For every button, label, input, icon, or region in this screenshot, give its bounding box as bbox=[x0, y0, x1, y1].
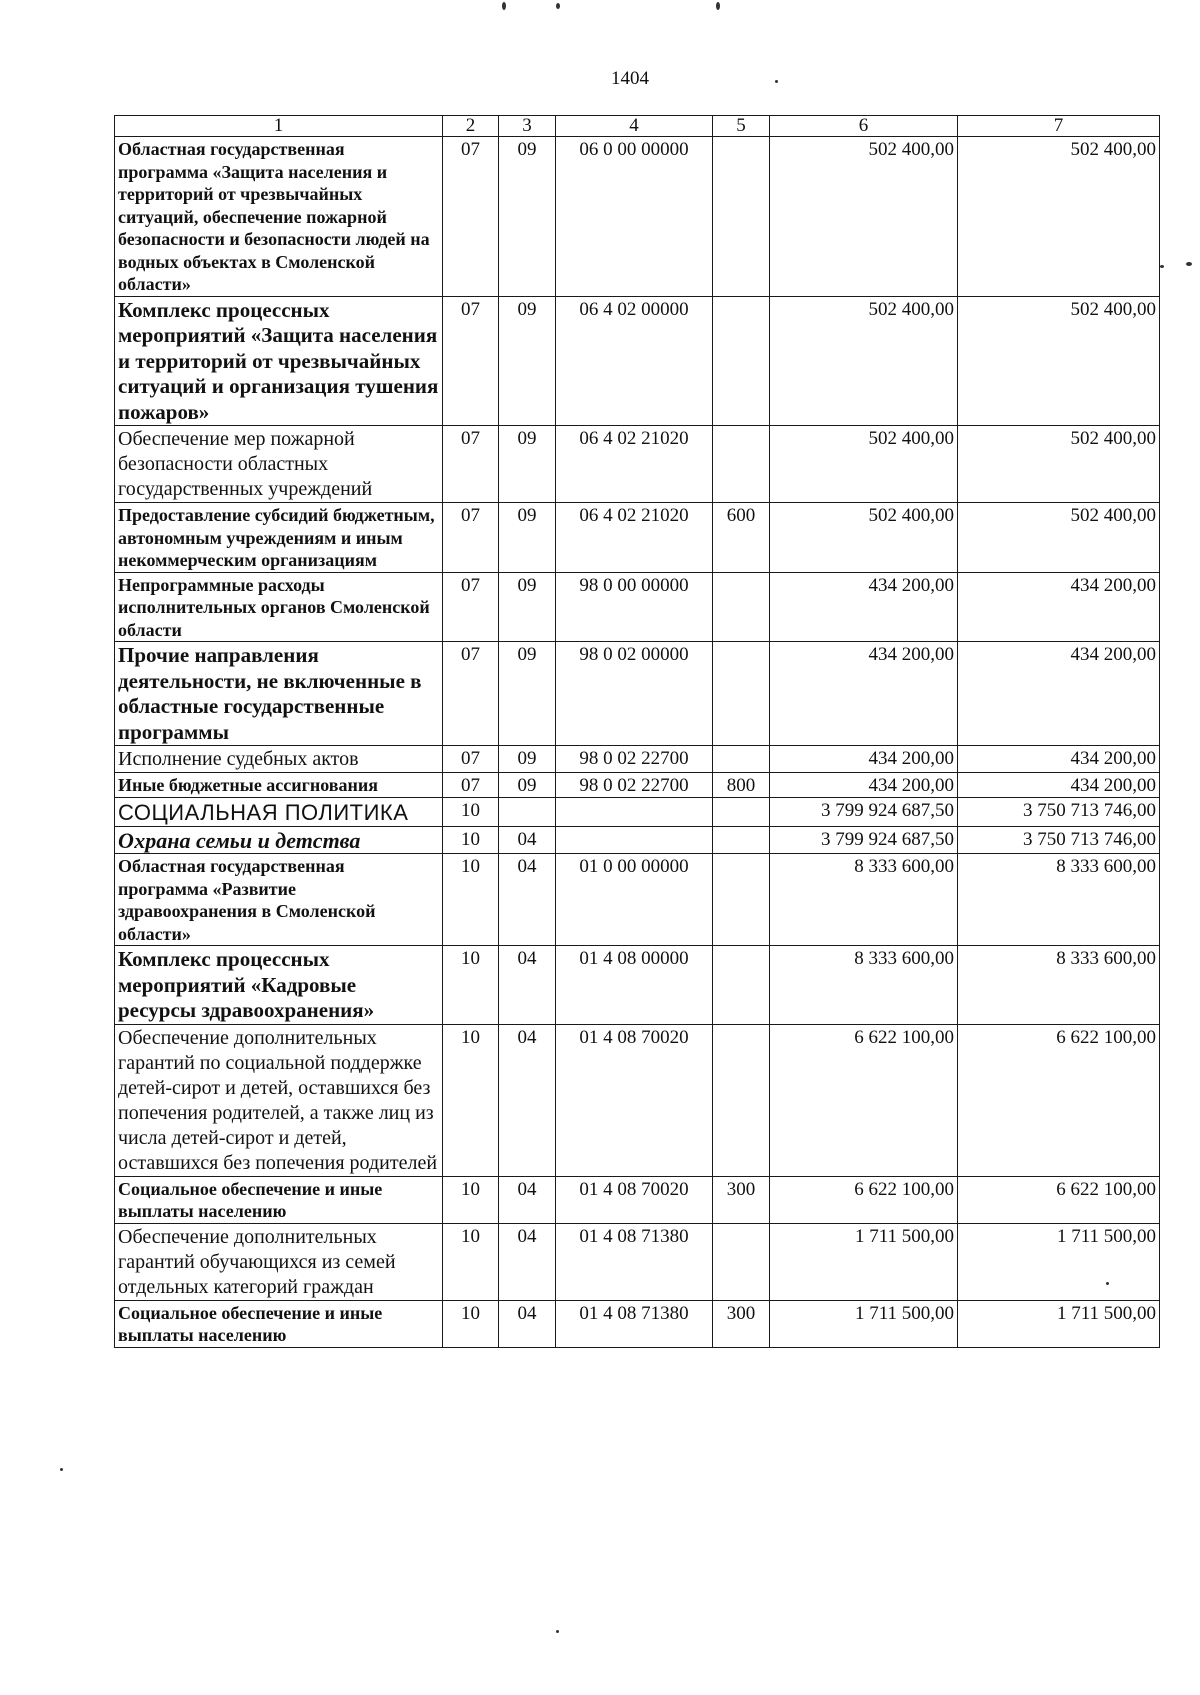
row-name-cell: Обеспечение дополнительных гарантий по социальной поддержке детей-сирот и детей, оставшихся без попечения родителей, а также лиц из числа детей-сирот и детей, оставшихся без попечения родителей bbox=[115, 1024, 443, 1176]
row-section-cell: 07 bbox=[443, 642, 499, 746]
row-amount2-cell: 434 200,00 bbox=[958, 773, 1160, 798]
row-target-cell: 98 0 02 00000 bbox=[556, 642, 713, 746]
row-amount1-cell: 502 400,00 bbox=[770, 503, 958, 573]
row-name-cell: Обеспечение мер пожарной безопасности областных государственных учреждений bbox=[115, 426, 443, 503]
row-section-cell: 07 bbox=[443, 773, 499, 798]
row-target-cell: 06 4 02 00000 bbox=[556, 296, 713, 426]
table-row bbox=[115, 503, 1160, 573]
table-row bbox=[115, 746, 1160, 773]
row-name-cell: Областная государственная программа «Развитие здравоохранения в Смоленской области» bbox=[115, 854, 443, 946]
row-name-cell: Комплекс процессных мероприятий «Кадровые ресурсы здравоохранения» bbox=[115, 946, 443, 1025]
row-amount2-cell: 1 711 500,00 bbox=[958, 1223, 1160, 1300]
row-amount2-cell: 8 333 600,00 bbox=[958, 854, 1160, 946]
row-target-cell: 01 0 00 00000 bbox=[556, 854, 713, 946]
row-subsection-cell: 09 bbox=[499, 137, 556, 297]
row-subsection-cell: 09 bbox=[499, 572, 556, 642]
row-name-cell: Прочие направления деятельности, не включенные в областные государственные программы bbox=[115, 642, 443, 746]
row-subsection-cell: 09 bbox=[499, 773, 556, 798]
row-amount1-cell: 1 711 500,00 bbox=[770, 1300, 958, 1347]
row-expense-cell bbox=[713, 296, 770, 426]
header-cell-section: 2 bbox=[443, 116, 499, 137]
row-expense-cell bbox=[713, 572, 770, 642]
row-amount2-cell: 502 400,00 bbox=[958, 296, 1160, 426]
row-amount1-cell: 434 200,00 bbox=[770, 773, 958, 798]
header-cell-amount2: 7 bbox=[958, 116, 1160, 137]
row-subsection-cell: 04 bbox=[499, 946, 556, 1025]
table-row bbox=[115, 854, 1160, 946]
table-row bbox=[115, 1300, 1160, 1347]
row-amount1-cell: 3 799 924 687,50 bbox=[770, 827, 958, 854]
row-target-cell bbox=[556, 798, 713, 827]
row-target-cell: 06 4 02 21020 bbox=[556, 426, 713, 503]
row-name-cell: Обеспечение дополнительных гарантий обучающихся из семей отдельных категорий граждан bbox=[115, 1223, 443, 1300]
scan-speck bbox=[556, 3, 560, 9]
row-expense-cell bbox=[713, 1024, 770, 1176]
row-section-cell: 07 bbox=[443, 503, 499, 573]
row-amount2-cell: 502 400,00 bbox=[958, 426, 1160, 503]
scan-speck bbox=[556, 1630, 559, 1633]
row-target-cell: 01 4 08 71380 bbox=[556, 1300, 713, 1347]
table-row bbox=[115, 296, 1160, 426]
row-expense-cell: 300 bbox=[713, 1300, 770, 1347]
row-section-cell: 07 bbox=[443, 296, 499, 426]
row-subsection-cell: 09 bbox=[499, 426, 556, 503]
row-section-cell: 10 bbox=[443, 854, 499, 946]
row-subsection-cell: 04 bbox=[499, 1223, 556, 1300]
row-expense-cell bbox=[713, 426, 770, 503]
row-subsection-cell: 09 bbox=[499, 642, 556, 746]
table-row bbox=[115, 1176, 1160, 1223]
row-section-cell: 07 bbox=[443, 137, 499, 297]
row-name-cell: Иные бюджетные ассигнования bbox=[115, 773, 443, 798]
table-header-row bbox=[115, 116, 1160, 137]
row-amount2-cell: 8 333 600,00 bbox=[958, 946, 1160, 1025]
row-subsection-cell: 09 bbox=[499, 503, 556, 573]
row-subsection-cell: 09 bbox=[499, 746, 556, 773]
table-row bbox=[115, 1024, 1160, 1176]
row-target-cell bbox=[556, 827, 713, 854]
row-amount2-cell: 1 711 500,00 bbox=[958, 1300, 1160, 1347]
page-number: 1404 bbox=[611, 68, 649, 89]
table-row bbox=[115, 946, 1160, 1025]
row-subsection-cell: 04 bbox=[499, 854, 556, 946]
row-subsection-cell: 04 bbox=[499, 1024, 556, 1176]
row-expense-cell bbox=[713, 746, 770, 773]
row-amount2-cell: 434 200,00 bbox=[958, 746, 1160, 773]
row-amount2-cell: 434 200,00 bbox=[958, 642, 1160, 746]
row-expense-cell: 300 bbox=[713, 1176, 770, 1223]
row-target-cell: 98 0 00 00000 bbox=[556, 572, 713, 642]
scan-speck bbox=[1160, 265, 1164, 268]
row-section-cell: 10 bbox=[443, 798, 499, 827]
table-row bbox=[115, 426, 1160, 503]
row-amount2-cell: 6 622 100,00 bbox=[958, 1024, 1160, 1176]
scan-speck bbox=[60, 1468, 63, 1471]
row-amount2-cell: 6 622 100,00 bbox=[958, 1176, 1160, 1223]
scan-speck bbox=[1106, 1282, 1109, 1285]
row-expense-cell bbox=[713, 946, 770, 1025]
row-amount1-cell: 434 200,00 bbox=[770, 572, 958, 642]
row-name-cell: Комплекс процессных мероприятий «Защита населения и территорий от чрезвычайных ситуаций и организация тушения пожаров» bbox=[115, 296, 443, 426]
table-row bbox=[115, 642, 1160, 746]
row-name-cell: Охрана семьи и детства bbox=[115, 827, 443, 854]
row-section-cell: 07 bbox=[443, 426, 499, 503]
scan-speck bbox=[716, 2, 720, 10]
row-amount2-cell: 434 200,00 bbox=[958, 572, 1160, 642]
header-cell-amount1: 6 bbox=[770, 116, 958, 137]
row-name-cell: Предоставление субсидий бюджетным, автономным учреждениям и иным некоммерческим организациям bbox=[115, 503, 443, 573]
row-amount2-cell: 3 750 713 746,00 bbox=[958, 827, 1160, 854]
row-amount1-cell: 1 711 500,00 bbox=[770, 1223, 958, 1300]
row-expense-cell bbox=[713, 1223, 770, 1300]
row-section-cell: 10 bbox=[443, 1223, 499, 1300]
row-amount1-cell: 6 622 100,00 bbox=[770, 1176, 958, 1223]
row-name-cell: Непрограммные расходы исполнительных органов Смоленской области bbox=[115, 572, 443, 642]
table-row bbox=[115, 1223, 1160, 1300]
row-amount1-cell: 502 400,00 bbox=[770, 426, 958, 503]
row-name-cell: Исполнение судебных актов bbox=[115, 746, 443, 773]
row-section-cell: 07 bbox=[443, 572, 499, 642]
row-name-cell: Социальное обеспечение и иные выплаты населению bbox=[115, 1176, 443, 1223]
row-amount1-cell: 434 200,00 bbox=[770, 642, 958, 746]
table-row bbox=[115, 798, 1160, 827]
row-amount1-cell: 434 200,00 bbox=[770, 746, 958, 773]
row-target-cell: 06 4 02 21020 bbox=[556, 503, 713, 573]
row-section-cell: 07 bbox=[443, 746, 499, 773]
scan-speck bbox=[1186, 262, 1192, 266]
row-subsection-cell: 04 bbox=[499, 1300, 556, 1347]
header-cell-expense: 5 bbox=[713, 116, 770, 137]
row-amount1-cell: 3 799 924 687,50 bbox=[770, 798, 958, 827]
row-target-cell: 01 4 08 71380 bbox=[556, 1223, 713, 1300]
header-cell-subsection: 3 bbox=[499, 116, 556, 137]
row-section-cell: 10 bbox=[443, 1300, 499, 1347]
row-amount2-cell: 502 400,00 bbox=[958, 137, 1160, 297]
header-cell-name: 1 bbox=[115, 116, 443, 137]
row-expense-cell bbox=[713, 137, 770, 297]
budget-table bbox=[114, 115, 1160, 1348]
row-expense-cell bbox=[713, 854, 770, 946]
row-expense-cell: 800 bbox=[713, 773, 770, 798]
row-expense-cell: 600 bbox=[713, 503, 770, 573]
row-expense-cell bbox=[713, 798, 770, 827]
table-row bbox=[115, 827, 1160, 854]
row-subsection-cell: 04 bbox=[499, 1176, 556, 1223]
row-amount1-cell: 502 400,00 bbox=[770, 296, 958, 426]
row-target-cell: 06 0 00 00000 bbox=[556, 137, 713, 297]
row-expense-cell bbox=[713, 642, 770, 746]
row-section-cell: 10 bbox=[443, 1024, 499, 1176]
row-amount1-cell: 6 622 100,00 bbox=[770, 1024, 958, 1176]
row-target-cell: 01 4 08 70020 bbox=[556, 1024, 713, 1176]
row-target-cell: 01 4 08 00000 bbox=[556, 946, 713, 1025]
scan-speck bbox=[775, 80, 778, 83]
row-name-cell: СОЦИАЛЬНАЯ ПОЛИТИКА bbox=[115, 798, 443, 827]
row-name-cell: Областная государственная программа «Защита населения и территорий от чрезвычайных ситуаций, обеспечение пожарной безопасности и безопасности людей на водных объектах в Смоленской области» bbox=[115, 137, 443, 297]
row-amount1-cell: 502 400,00 bbox=[770, 137, 958, 297]
row-section-cell: 10 bbox=[443, 1176, 499, 1223]
row-target-cell: 01 4 08 70020 bbox=[556, 1176, 713, 1223]
row-name-cell: Социальное обеспечение и иные выплаты населению bbox=[115, 1300, 443, 1347]
table-row bbox=[115, 137, 1160, 297]
row-target-cell: 98 0 02 22700 bbox=[556, 773, 713, 798]
table-row bbox=[115, 773, 1160, 798]
row-subsection-cell bbox=[499, 798, 556, 827]
table-row bbox=[115, 572, 1160, 642]
row-amount2-cell: 502 400,00 bbox=[958, 503, 1160, 573]
row-amount1-cell: 8 333 600,00 bbox=[770, 946, 958, 1025]
row-section-cell: 10 bbox=[443, 827, 499, 854]
row-amount2-cell: 3 750 713 746,00 bbox=[958, 798, 1160, 827]
row-section-cell: 10 bbox=[443, 946, 499, 1025]
row-target-cell: 98 0 02 22700 bbox=[556, 746, 713, 773]
row-expense-cell bbox=[713, 827, 770, 854]
row-subsection-cell: 04 bbox=[499, 827, 556, 854]
row-amount1-cell: 8 333 600,00 bbox=[770, 854, 958, 946]
header-cell-target: 4 bbox=[556, 116, 713, 137]
row-subsection-cell: 09 bbox=[499, 296, 556, 426]
scan-speck bbox=[502, 2, 506, 10]
